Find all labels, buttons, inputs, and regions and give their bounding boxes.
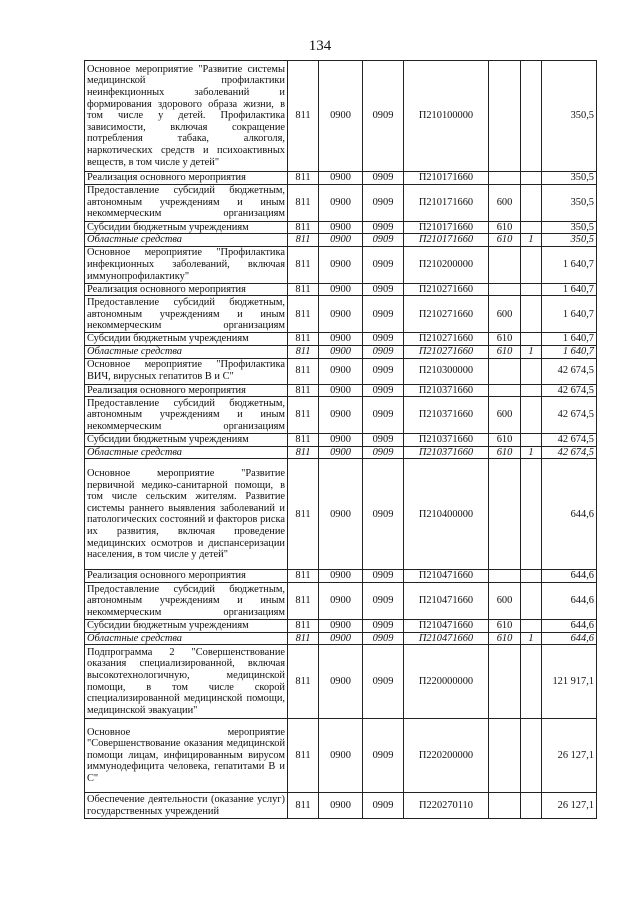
csr-cell: П210371660 xyxy=(404,384,489,397)
src-cell xyxy=(521,221,542,234)
row-name: Субсидии бюджетным учреждениям xyxy=(85,619,288,632)
src-cell xyxy=(521,619,542,632)
csr-cell: П220000000 xyxy=(404,645,489,719)
vr-cell xyxy=(489,719,521,793)
row-name: Предоставление субсидий бюджетным, автономным учреждениям и иным некоммерческим организациям xyxy=(85,582,288,619)
grbs-cell: 811 xyxy=(288,719,319,793)
page-number: 134 xyxy=(308,38,332,54)
csr-cell: П210171660 xyxy=(404,172,489,185)
podrazdel-cell: 0909 xyxy=(363,459,404,570)
vr-cell: 600 xyxy=(489,184,521,221)
podrazdel-cell: 0909 xyxy=(363,234,404,247)
grbs-cell: 811 xyxy=(288,459,319,570)
vr-cell: 610 xyxy=(489,446,521,459)
razdel-cell: 0900 xyxy=(319,459,363,570)
podrazdel-cell: 0909 xyxy=(363,619,404,632)
row-name: Предоставление субсидий бюджетным, автономным учреждениям и иным некоммерческим организациям xyxy=(85,296,288,333)
row-name: Основное мероприятие "Развитие системы медицинской профилактики неинфекционных заболеваний и формирования здорового образа жизни, в том числе у детей. Профилактика зависимости, включая сокращение потребления табака, алкоголя, наркотических средств и психоактивных веществ, в том числе у детей" xyxy=(85,61,288,172)
src-cell xyxy=(521,719,542,793)
podrazdel-cell: 0909 xyxy=(363,570,404,583)
csr-cell: П210271660 xyxy=(404,283,489,296)
csr-cell: П210300000 xyxy=(404,358,489,384)
grbs-cell: 811 xyxy=(288,384,319,397)
grbs-cell: 811 xyxy=(288,184,319,221)
table-row xyxy=(85,61,597,172)
row-name: Реализация основного мероприятия xyxy=(85,283,288,296)
csr-cell: П210371660 xyxy=(404,446,489,459)
csr-cell: П210171660 xyxy=(404,184,489,221)
row-name: Основное мероприятие "Профилактика ВИЧ, вирусных гепатитов В и С" xyxy=(85,358,288,384)
src-cell xyxy=(521,570,542,583)
grbs-cell: 811 xyxy=(288,582,319,619)
amount-cell: 350,5 xyxy=(542,184,597,221)
grbs-cell: 811 xyxy=(288,61,319,172)
src-cell xyxy=(521,645,542,719)
razdel-cell: 0900 xyxy=(319,345,363,358)
src-cell: 1 xyxy=(521,234,542,247)
table-row xyxy=(85,384,597,397)
amount-cell: 42 674,5 xyxy=(542,446,597,459)
src-cell xyxy=(521,246,542,283)
vr-cell: 610 xyxy=(489,333,521,346)
razdel-cell: 0900 xyxy=(319,645,363,719)
table-row xyxy=(85,172,597,185)
row-name: Областные средства xyxy=(85,234,288,247)
csr-cell: П210471660 xyxy=(404,582,489,619)
table-row xyxy=(85,632,597,645)
csr-cell: П210171660 xyxy=(404,221,489,234)
src-cell: 1 xyxy=(521,446,542,459)
grbs-cell: 811 xyxy=(288,345,319,358)
podrazdel-cell: 0909 xyxy=(363,246,404,283)
src-cell xyxy=(521,296,542,333)
table-row xyxy=(85,397,597,434)
razdel-cell: 0900 xyxy=(319,358,363,384)
row-name: Субсидии бюджетным учреждениям xyxy=(85,333,288,346)
amount-cell: 350,5 xyxy=(542,61,597,172)
amount-cell: 1 640,7 xyxy=(542,333,597,346)
podrazdel-cell: 0909 xyxy=(363,296,404,333)
amount-cell: 121 917,1 xyxy=(542,645,597,719)
razdel-cell: 0900 xyxy=(319,570,363,583)
table-row xyxy=(85,459,597,570)
csr-cell: П210171660 xyxy=(404,234,489,247)
grbs-cell: 811 xyxy=(288,234,319,247)
src-cell xyxy=(521,333,542,346)
razdel-cell: 0900 xyxy=(319,619,363,632)
row-name: Областные средства xyxy=(85,446,288,459)
csr-cell: П210271660 xyxy=(404,333,489,346)
grbs-cell: 811 xyxy=(288,296,319,333)
src-cell xyxy=(521,397,542,434)
razdel-cell: 0900 xyxy=(319,172,363,185)
csr-cell: П210271660 xyxy=(404,345,489,358)
razdel-cell: 0900 xyxy=(319,719,363,793)
razdel-cell: 0900 xyxy=(319,246,363,283)
vr-cell xyxy=(489,61,521,172)
podrazdel-cell: 0909 xyxy=(363,345,404,358)
amount-cell: 644,6 xyxy=(542,632,597,645)
vr-cell: 610 xyxy=(489,345,521,358)
amount-cell: 1 640,7 xyxy=(542,345,597,358)
razdel-cell: 0900 xyxy=(319,632,363,645)
razdel-cell: 0900 xyxy=(319,234,363,247)
vr-cell xyxy=(489,358,521,384)
row-name: Предоставление субсидий бюджетным, автономным учреждениям и иным некоммерческим организациям xyxy=(85,184,288,221)
razdel-cell: 0900 xyxy=(319,434,363,447)
row-name: Реализация основного мероприятия xyxy=(85,384,288,397)
row-name: Основное мероприятие "Совершенствование оказания медицинской помощи лицам, инфицированным вирусом иммунодефицита человека, гепатитами В и С" xyxy=(85,719,288,793)
razdel-cell: 0900 xyxy=(319,296,363,333)
grbs-cell: 811 xyxy=(288,793,319,819)
csr-cell: П210100000 xyxy=(404,61,489,172)
vr-cell: 610 xyxy=(489,221,521,234)
table-row xyxy=(85,446,597,459)
grbs-cell: 811 xyxy=(288,358,319,384)
src-cell xyxy=(521,582,542,619)
amount-cell: 644,6 xyxy=(542,619,597,632)
amount-cell: 644,6 xyxy=(542,582,597,619)
src-cell xyxy=(521,184,542,221)
podrazdel-cell: 0909 xyxy=(363,358,404,384)
vr-cell xyxy=(489,283,521,296)
table-row xyxy=(85,184,597,221)
table-row xyxy=(85,619,597,632)
vr-cell: 600 xyxy=(489,296,521,333)
src-cell xyxy=(521,61,542,172)
row-name: Субсидии бюджетным учреждениям xyxy=(85,434,288,447)
podrazdel-cell: 0909 xyxy=(363,384,404,397)
table-row xyxy=(85,234,597,247)
csr-cell: П220200000 xyxy=(404,719,489,793)
src-cell xyxy=(521,459,542,570)
podrazdel-cell: 0909 xyxy=(363,61,404,172)
grbs-cell: 811 xyxy=(288,570,319,583)
csr-cell: П210271660 xyxy=(404,296,489,333)
podrazdel-cell: 0909 xyxy=(363,221,404,234)
razdel-cell: 0900 xyxy=(319,184,363,221)
table-row xyxy=(85,283,597,296)
row-name: Реализация основного мероприятия xyxy=(85,172,288,185)
grbs-cell: 811 xyxy=(288,632,319,645)
csr-cell: П220270110 xyxy=(404,793,489,819)
table-row xyxy=(85,793,597,819)
razdel-cell: 0900 xyxy=(319,61,363,172)
src-cell xyxy=(521,358,542,384)
grbs-cell: 811 xyxy=(288,246,319,283)
vr-cell: 610 xyxy=(489,434,521,447)
podrazdel-cell: 0909 xyxy=(363,172,404,185)
grbs-cell: 811 xyxy=(288,397,319,434)
razdel-cell: 0900 xyxy=(319,582,363,619)
src-cell xyxy=(521,283,542,296)
budget-table xyxy=(84,60,597,819)
row-name: Областные средства xyxy=(85,632,288,645)
amount-cell: 42 674,5 xyxy=(542,397,597,434)
razdel-cell: 0900 xyxy=(319,793,363,819)
amount-cell: 1 640,7 xyxy=(542,246,597,283)
podrazdel-cell: 0909 xyxy=(363,645,404,719)
vr-cell: 600 xyxy=(489,582,521,619)
grbs-cell: 811 xyxy=(288,333,319,346)
row-name: Основное мероприятие "Развитие первичной медико-санитарной помощи, в том числе сельским жителям. Развитие системы раннего выявления заболеваний и патологических состояний и факторов риска их развития, включая проведение медицинских осмотров и диспансеризации населения, в том числе у детей" xyxy=(85,459,288,570)
amount-cell: 42 674,5 xyxy=(542,358,597,384)
podrazdel-cell: 0909 xyxy=(363,582,404,619)
csr-cell: П210371660 xyxy=(404,397,489,434)
vr-cell: 610 xyxy=(489,632,521,645)
razdel-cell: 0900 xyxy=(319,446,363,459)
vr-cell: 610 xyxy=(489,234,521,247)
podrazdel-cell: 0909 xyxy=(363,434,404,447)
podrazdel-cell: 0909 xyxy=(363,632,404,645)
table-row xyxy=(85,333,597,346)
vr-cell: 610 xyxy=(489,619,521,632)
table-row xyxy=(85,645,597,719)
amount-cell: 1 640,7 xyxy=(542,296,597,333)
src-cell xyxy=(521,793,542,819)
row-name: Реализация основного мероприятия xyxy=(85,570,288,583)
row-name: Областные средства xyxy=(85,345,288,358)
table-row xyxy=(85,582,597,619)
amount-cell: 26 127,1 xyxy=(542,719,597,793)
table-row xyxy=(85,358,597,384)
podrazdel-cell: 0909 xyxy=(363,283,404,296)
table-row xyxy=(85,570,597,583)
row-name: Подпрограмма 2 "Совершенствование оказания специализированной, включая высокотехнологичную, медицинской помощи, в том числе скорой специализированной медицинской помощи, медицинской эвакуации" xyxy=(85,645,288,719)
razdel-cell: 0900 xyxy=(319,397,363,434)
table-row xyxy=(85,434,597,447)
csr-cell: П210471660 xyxy=(404,570,489,583)
podrazdel-cell: 0909 xyxy=(363,793,404,819)
razdel-cell: 0900 xyxy=(319,221,363,234)
vr-cell: 600 xyxy=(489,397,521,434)
table-row xyxy=(85,719,597,793)
row-name: Субсидии бюджетным учреждениям xyxy=(85,221,288,234)
grbs-cell: 811 xyxy=(288,221,319,234)
row-name: Основное мероприятие "Профилактика инфекционных заболеваний, включая иммунопрофилактику" xyxy=(85,246,288,283)
csr-cell: П210371660 xyxy=(404,434,489,447)
grbs-cell: 811 xyxy=(288,172,319,185)
amount-cell: 42 674,5 xyxy=(542,434,597,447)
vr-cell xyxy=(489,793,521,819)
vr-cell xyxy=(489,246,521,283)
podrazdel-cell: 0909 xyxy=(363,446,404,459)
vr-cell xyxy=(489,172,521,185)
table-row xyxy=(85,246,597,283)
csr-cell: П210400000 xyxy=(404,459,489,570)
grbs-cell: 811 xyxy=(288,434,319,447)
amount-cell: 644,6 xyxy=(542,570,597,583)
table-row xyxy=(85,345,597,358)
src-cell xyxy=(521,434,542,447)
amount-cell: 350,5 xyxy=(542,221,597,234)
amount-cell: 350,5 xyxy=(542,234,597,247)
podrazdel-cell: 0909 xyxy=(363,719,404,793)
src-cell xyxy=(521,384,542,397)
podrazdel-cell: 0909 xyxy=(363,397,404,434)
vr-cell xyxy=(489,570,521,583)
src-cell xyxy=(521,172,542,185)
grbs-cell: 811 xyxy=(288,446,319,459)
razdel-cell: 0900 xyxy=(319,283,363,296)
vr-cell xyxy=(489,459,521,570)
razdel-cell: 0900 xyxy=(319,384,363,397)
csr-cell: П210471660 xyxy=(404,619,489,632)
src-cell: 1 xyxy=(521,632,542,645)
table-row xyxy=(85,221,597,234)
src-cell: 1 xyxy=(521,345,542,358)
csr-cell: П210471660 xyxy=(404,632,489,645)
row-name: Обеспечение деятельности (оказание услуг) государственных учреждений xyxy=(85,793,288,819)
grbs-cell: 811 xyxy=(288,645,319,719)
csr-cell: П210200000 xyxy=(404,246,489,283)
amount-cell: 350,5 xyxy=(542,172,597,185)
amount-cell: 644,6 xyxy=(542,459,597,570)
amount-cell: 1 640,7 xyxy=(542,283,597,296)
podrazdel-cell: 0909 xyxy=(363,184,404,221)
grbs-cell: 811 xyxy=(288,619,319,632)
grbs-cell: 811 xyxy=(288,283,319,296)
table-row xyxy=(85,296,597,333)
vr-cell xyxy=(489,384,521,397)
podrazdel-cell: 0909 xyxy=(363,333,404,346)
razdel-cell: 0900 xyxy=(319,333,363,346)
amount-cell: 26 127,1 xyxy=(542,793,597,819)
row-name: Предоставление субсидий бюджетным, автономным учреждениям и иным некоммерческим организациям xyxy=(85,397,288,434)
vr-cell xyxy=(489,645,521,719)
amount-cell: 42 674,5 xyxy=(542,384,597,397)
